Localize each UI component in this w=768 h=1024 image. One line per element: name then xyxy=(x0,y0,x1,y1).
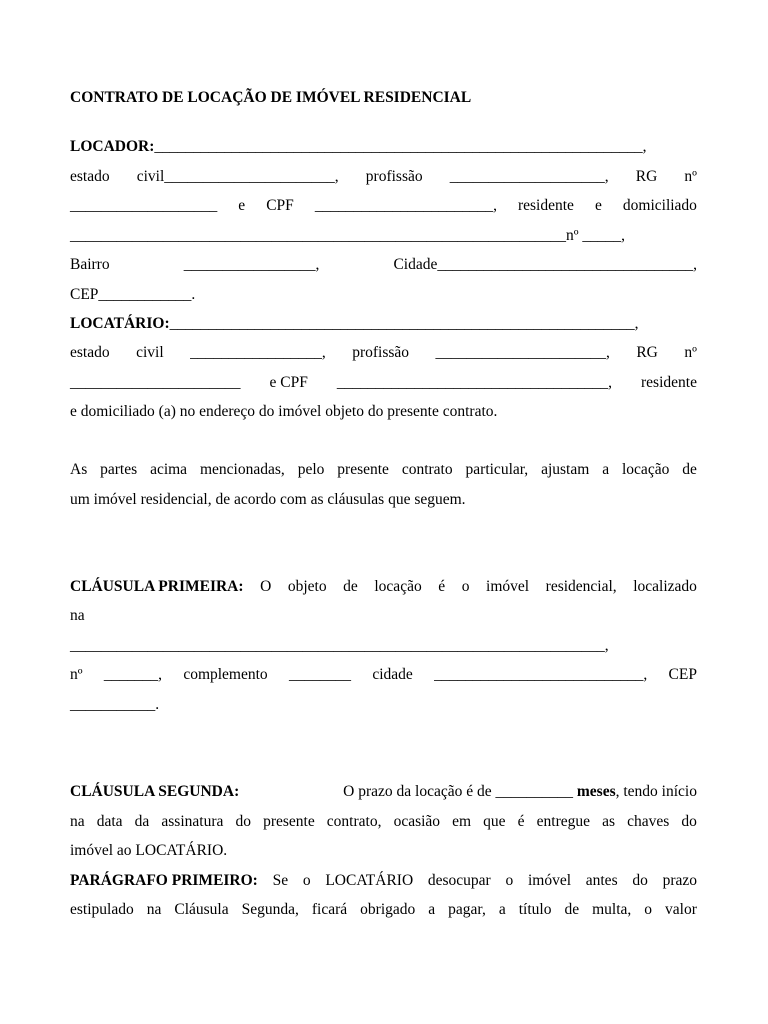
clausula2-label: CLÁUSULA SEGUNDA: xyxy=(70,783,240,800)
locador-line-3: ___________________ e CPF _______________________, residente e domiciliado xyxy=(70,197,697,214)
clausula1-line-2: na xyxy=(70,607,85,624)
locador-name-blank: _______________________________________________________________, xyxy=(154,138,647,155)
locatario-label: LOCATÁRIO: xyxy=(70,315,170,332)
clausula1-line-1: CLÁUSULA PRIMEIRA: O objeto de locação é o imóvel residencial, localizado xyxy=(70,578,697,595)
clausula1-line-5: ___________. xyxy=(70,696,160,713)
locador-line-2: estado civil______________________, profissão ____________________, RG nº xyxy=(70,168,697,185)
clausula2-line-1: CLÁUSULA SEGUNDA: O prazo da locação é de __________ meses, tendo início xyxy=(70,783,697,800)
locador-line-4: ________________________________________________________________nº _____, xyxy=(70,227,626,244)
locatario-line-2: estado civil _________________, profissão ______________________, RG nº xyxy=(70,344,697,361)
clausula2-line-3: imóvel ao LOCATÁRIO. xyxy=(70,842,228,859)
locador-line-5: Bairro _________________, Cidade_________________________________, xyxy=(70,256,697,273)
clausula1-label: CLÁUSULA PRIMEIRA: xyxy=(70,578,244,595)
locatario-line-4: e domiciliado (a) no endereço do imóvel objeto do presente contrato. xyxy=(70,403,498,420)
locatario-line-1 xyxy=(70,314,697,334)
clausula2-line-2: na data da assinatura do presente contrato, ocasião em que é entregue as chaves do xyxy=(70,813,697,830)
meses-bold: meses xyxy=(576,783,616,800)
paragrafo1-label: PARÁGRAFO PRIMEIRO: xyxy=(70,872,258,889)
intro-line-2: um imóvel residencial, de acordo com as cláusulas que seguem. xyxy=(70,491,466,508)
paragrafo1-line-2: estipulado na Cláusula Segunda, ficará obrigado a pagar, a título de multa, o valor xyxy=(70,901,697,918)
locador-label: LOCADOR: xyxy=(70,138,155,155)
locatario-line-3: ______________________ e CPF ___________________________________, residente xyxy=(70,374,697,391)
clausula1-line-3: _____________________________________________________________________, xyxy=(70,637,609,654)
clausula1-line-4: nº _______, complemento ________ cidade ___________________________, CEP xyxy=(70,666,697,683)
paragrafo1-line-1: PARÁGRAFO PRIMEIRO: Se o LOCATÁRIO desocupar o imóvel antes do prazo xyxy=(70,872,697,889)
locador-line-6: CEP____________. xyxy=(70,286,196,303)
document-title: CONTRATO DE LOCAÇÃO DE IMÓVEL RESIDENCIAL xyxy=(70,89,472,106)
intro-line-1: As partes acima mencionadas, pelo presente contrato particular, ajustam a locação de xyxy=(70,461,697,478)
locatario-name-blank: ____________________________________________________________, xyxy=(169,315,639,332)
locador-line-1 xyxy=(70,137,697,157)
